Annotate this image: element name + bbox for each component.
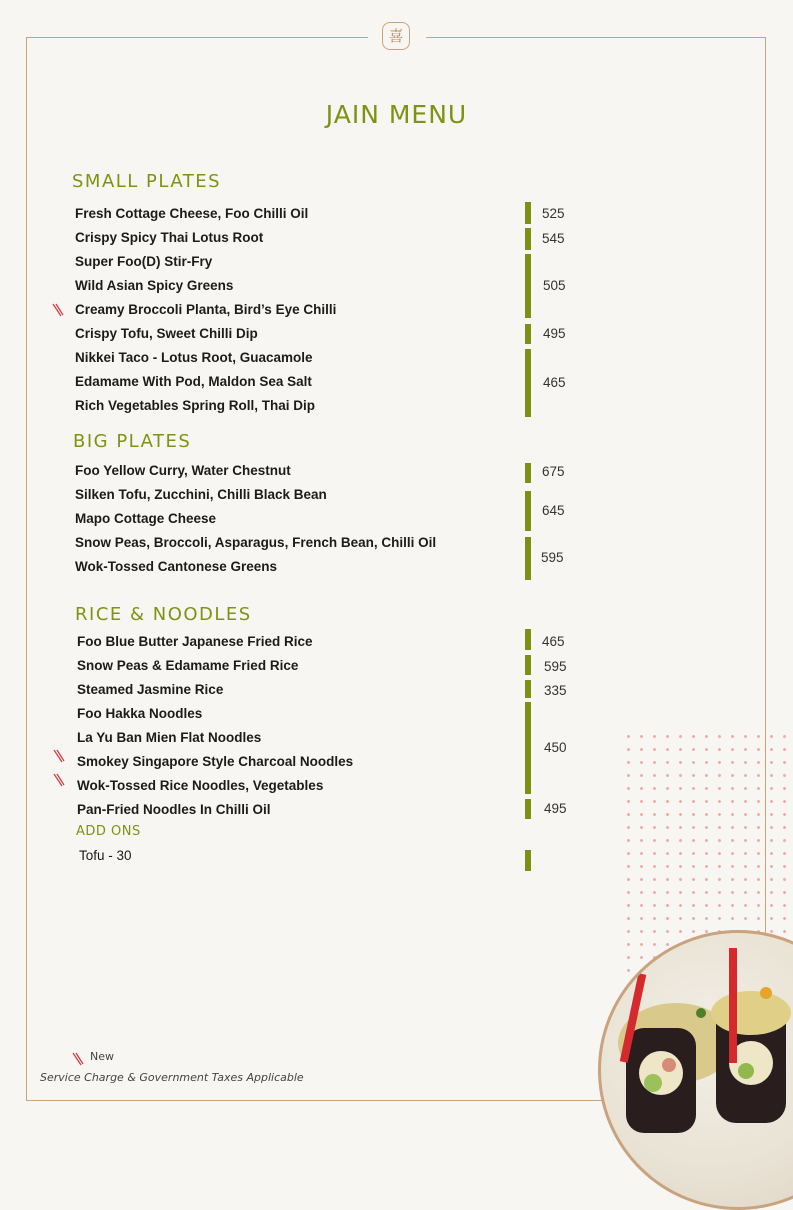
price-bar [525,680,531,698]
menu-item: Pan-Fried Noodles In Chilli Oil [77,802,271,817]
menu-item: Smokey Singapore Style Charcoal Noodles [77,754,354,769]
legend-new-label: New [90,1050,114,1063]
menu-item: La Yu Ban Mien Flat Noodles [77,730,262,745]
price-bar [525,629,531,650]
section-heading-small-plates: SMALL PLATES [72,171,222,192]
price-bar [525,850,531,871]
menu-item: Crispy Spicy Thai Lotus Root [75,230,264,245]
menu-item: Super Foo(D) Stir-Fry [75,254,213,269]
menu-item: Creamy Broccoli Planta, Bird’s Eye Chilli [75,302,337,317]
price: 450 [544,740,567,755]
menu-item: Mapo Cottage Cheese [75,511,217,526]
price: 335 [544,683,567,698]
chopsticks-icon [53,773,65,787]
price-bar [525,349,531,417]
menu-item: Silken Tofu, Zucchini, Chilli Black Bean [75,487,327,502]
price: 645 [542,503,565,518]
price: 495 [544,801,567,816]
chopsticks-icon [72,1052,84,1066]
price-bar [525,655,531,675]
menu-item: Foo Yellow Curry, Water Chestnut [75,463,291,478]
price-bar [525,324,531,344]
menu-item: Steamed Jasmine Rice [77,682,224,697]
tax-note: Service Charge & Government Taxes Applicable [40,1071,304,1084]
menu-item: Wok-Tossed Rice Noodles, Vegetables [77,778,324,793]
menu-item: Rich Vegetables Spring Roll, Thai Dip [75,398,316,413]
price-bar [525,537,531,580]
menu-item: Snow Peas & Edamame Fried Rice [77,658,299,673]
price: 595 [544,659,567,674]
price-bar [525,799,531,819]
menu-item: Wok-Tossed Cantonese Greens [75,559,278,574]
price-bar [525,254,531,318]
menu-item: Wild Asian Spicy Greens [75,278,234,293]
price: 465 [542,634,565,649]
menu-item: Crispy Tofu, Sweet Chilli Dip [75,326,258,341]
price-bar [525,463,531,483]
price-bar [525,228,531,250]
menu-item: Snow Peas, Broccoli, Asparagus, French Bean, Chilli Oil [75,535,437,550]
price: 675 [542,464,565,479]
price-bar [525,491,531,531]
menu-item: Foo Hakka Noodles [77,706,203,721]
section-heading-big-plates: BIG PLATES [73,431,192,452]
price-bar [525,702,531,794]
page-title: JAIN MENU [325,100,468,129]
section-heading-add-ons: ADD ONS [76,824,141,839]
chopsticks-icon [52,303,64,317]
price: 545 [542,231,565,246]
section-heading-rice-noodles: RICE & NOODLES [75,604,252,625]
price: 525 [542,206,565,221]
price: 465 [543,375,566,390]
chopsticks-icon [53,749,65,763]
menu-item: Edamame With Pod, Maldon Sea Salt [75,374,312,389]
price-bar [525,202,531,224]
menu-item: Fresh Cottage Cheese, Foo Chilli Oil [75,206,309,221]
menu-item: Tofu - 30 [79,848,132,863]
bottom-rule [26,1100,582,1101]
price: 595 [541,550,564,565]
menu-item: Foo Blue Butter Japanese Fried Rice [77,634,313,649]
price: 495 [543,326,566,341]
menu-item: Nikkei Taco - Lotus Root, Guacamole [75,350,313,365]
price: 505 [543,278,566,293]
restaurant-logo: 喜 [382,22,410,50]
